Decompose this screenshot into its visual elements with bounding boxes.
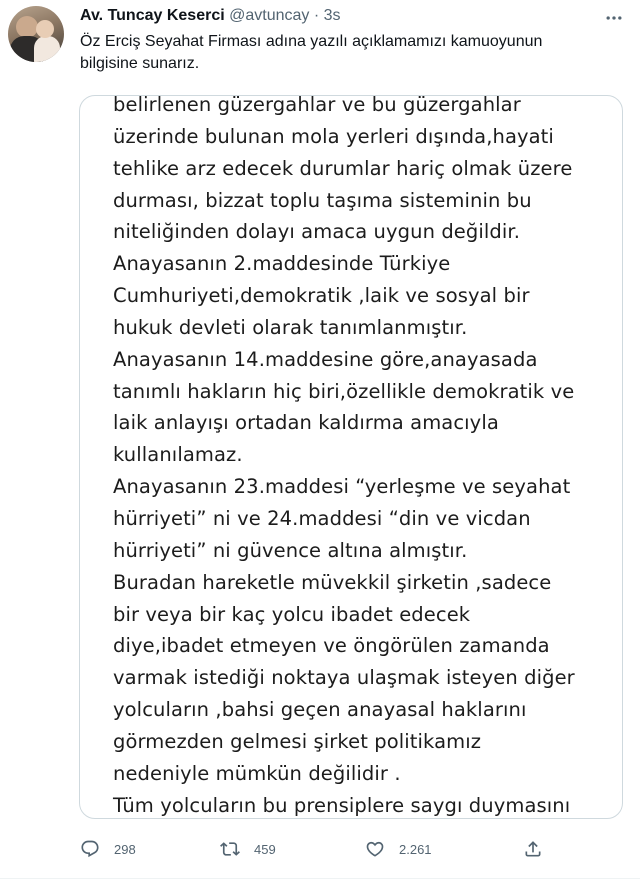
- image-text-line: yolcuların ,bahsi geçen anayasal haklarını: [113, 698, 527, 722]
- image-text-line: Anayasanın 2.maddesinde Türkiye: [113, 252, 451, 276]
- image-text-line: hukuk devleti olarak tanımlanmıştır.: [113, 315, 468, 339]
- image-text-line: tehlike arz edecek durumlar hariç olmak üzere: [113, 156, 573, 180]
- image-text-line: diye,ibadet etmeyen ve öngörülen zamanda: [113, 634, 550, 658]
- image-text-line: niteliğinden dolayı amaca uygun değildir.: [113, 220, 521, 244]
- image-text-line: görmezden gelmesi şirket politikamız: [113, 729, 482, 753]
- divider: [0, 878, 640, 879]
- image-text-line: bir veya bir kaç yolcu ibadet edecek: [113, 602, 471, 626]
- more-horizontal-icon: [604, 8, 624, 28]
- avatar-photo-figure: [34, 36, 60, 62]
- image-text-line: varmak istediği noktaya ulaşmak isteyen diğer: [113, 666, 575, 690]
- like-button[interactable]: [365, 834, 432, 864]
- image-text-line: Anayasanın 23.maddesi “yerleşme ve seyahat: [113, 475, 571, 499]
- tweet-timestamp[interactable]: 3s: [323, 7, 341, 24]
- image-text-line: Buradan hareketle müvekkil şirketin ,sadece: [113, 570, 552, 594]
- image-text-line: Tüm yolcuların bu prensiplere saygı duymasını: [113, 793, 571, 817]
- avatar-photo-figure: [36, 20, 54, 38]
- share-icon: [523, 839, 543, 859]
- retweet-button[interactable]: [220, 834, 276, 864]
- image-text-line: belirlenen güzergahlar ve bu güzergahlar: [113, 95, 521, 116]
- image-text-line: tanımlı hakların hiç biri,özellikle demokratik ve: [113, 379, 575, 403]
- image-text-block: [113, 95, 612, 819]
- more-options-button[interactable]: [602, 6, 626, 30]
- reply-count: 298: [114, 841, 136, 857]
- image-text-line: hürriyeti” ni güvence altına almıştır.: [113, 538, 468, 562]
- image-text-line: laik anlayışı ortadan kaldırma amacıyla: [113, 411, 499, 435]
- reply-button[interactable]: [80, 834, 136, 864]
- share-button[interactable]: [523, 834, 543, 864]
- retweet-icon: [220, 839, 240, 859]
- retweet-count: 459: [254, 841, 276, 857]
- avatar-photo-figure: [16, 16, 38, 38]
- image-text-line: kullanılamaz.: [113, 443, 243, 467]
- image-text-line: hürriyeti” ni ve 24.maddesi “din ve vicdan: [113, 506, 531, 530]
- author-name[interactable]: Av. Tuncay Keserci: [80, 7, 225, 24]
- separator-dot: ·: [313, 7, 320, 24]
- like-count: 2.261: [399, 841, 432, 857]
- image-text-line: Anayasanın 14.maddesine göre,anayasada: [113, 347, 538, 371]
- author-handle[interactable]: @avtuncay: [229, 7, 310, 24]
- tweet-image[interactable]: [79, 95, 623, 819]
- heart-icon: [365, 839, 385, 859]
- image-text-line: Cumhuriyeti,demokratik ,laik ve sosyal bir: [113, 284, 530, 308]
- image-text-line: nedeniyle mümkün değilidir .: [113, 761, 401, 785]
- tweet-text: Öz Erciş Seyahat Firması adına yazılı açıklamamızı kamuoyunun bilgisine sunarız.: [80, 33, 543, 72]
- tweet-header: [80, 6, 600, 26]
- image-text-line: üzerinde bulunan mola yerleri dışında,hayati: [113, 124, 554, 148]
- tweet-actions: [80, 834, 550, 864]
- reply-icon: [80, 839, 100, 859]
- avatar[interactable]: [8, 6, 64, 62]
- image-text-line: durması, bizzat toplu taşıma sisteminin bu: [113, 188, 532, 212]
